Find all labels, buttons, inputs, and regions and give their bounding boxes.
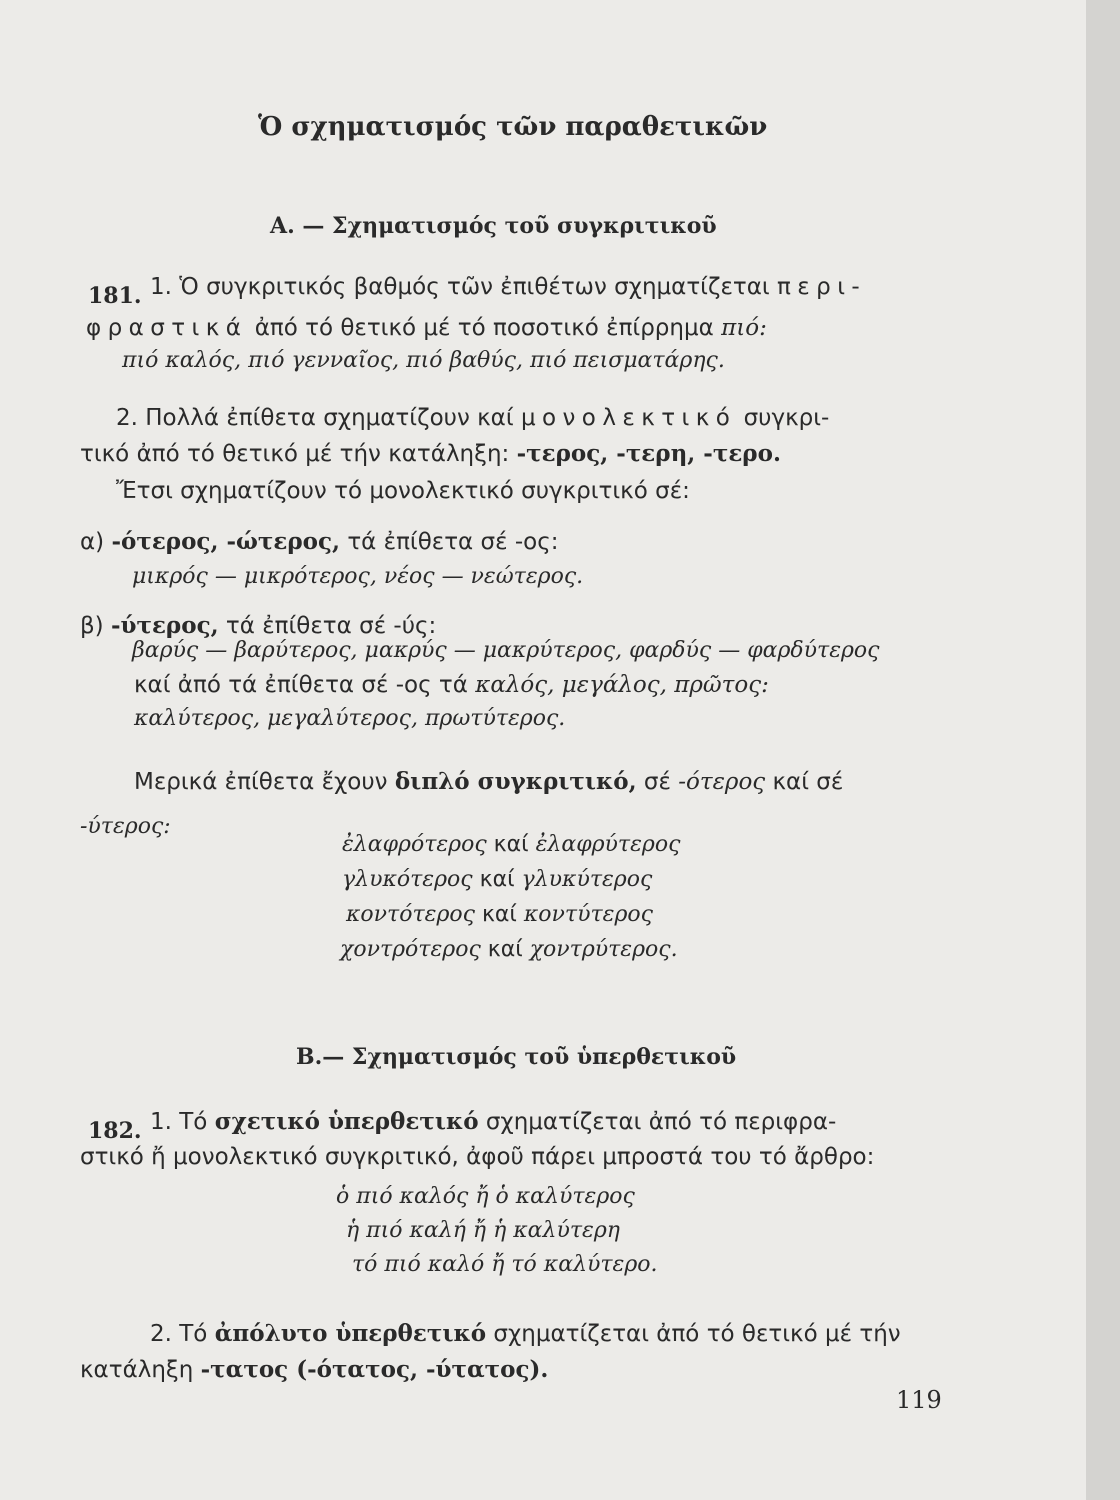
p182-2-line2-text: κατάληξη [80,1357,194,1383]
double-pair [342,832,680,857]
p182-2-rest: σχηματίζεται ἀπό τό θετικό μέ τήν [493,1321,901,1347]
p182-2-ending: -τατος (-ότατος, -ύτατος). [200,1356,549,1383]
beta-line [80,612,436,639]
double-pair-a: χοντρότερος [340,937,481,962]
double-pair-kai: καί [493,832,529,857]
double-pair [340,937,678,962]
p181-line2-text: ἀπό τό θετικό μέ τό ποσοτικό ἐπίρρημα [254,315,714,341]
alpha-examples: μικρός — μικρότερος, νέος — νεώτερος. [132,564,584,589]
p182-line1 [150,1108,836,1135]
p181-2-line1-end: συγκρι- [743,405,830,431]
double-pair-b: κοντύτερος [523,902,653,927]
p182-2-bold: ἀπόλυτο ὑπερθετικό [214,1320,487,1347]
beta-ending: -ύτερος, [110,612,219,639]
p182-example: ἡ πιό καλή ἤ ἡ καλύτερη [346,1218,620,1243]
double-pair [342,867,652,892]
p182-2-lead: 2. Τό [150,1321,208,1347]
beta-examples: βαρύς — βαρύτερος, μακρύς — μακρύτερος, φαρδύς — φαρδύτερος [132,638,880,663]
beta-line2-words: καλός, μεγάλος, πρῶτος: [475,672,769,698]
p182-example: τό πιό καλό ἤ τό καλύτερο. [352,1252,658,1277]
double-bold: διπλό συγκριτικό, [394,768,637,795]
paragraph-number-181: 181. [88,283,142,309]
alpha-ending: -ότερος, -ώτερος, [111,528,341,555]
double-pair-kai: καί [479,867,515,892]
p182-line2: στικό ἤ μονολεκτικό συγκριτικό, ἀφοῦ πάρει μπροστά του τό ἄρθρο: [80,1144,875,1170]
p181-2-line1 [116,405,829,431]
p181-line2-spaced: φραστικά [86,315,248,341]
p182-example: ὁ πιό καλός ἤ ὁ καλύτερος [336,1184,635,1209]
alpha-marker: α) [80,529,105,555]
p181-line1-spaced: περι- [777,274,867,300]
alpha-line [80,528,558,555]
double-pair [346,902,653,927]
p182-lead: 1. Τό [150,1109,208,1135]
p181-line1 [150,274,866,300]
p182-2-line2 [80,1356,548,1383]
p181-2-line2 [80,440,781,467]
beta-line2-text: καί ἀπό τά ἐπίθετα σέ -ος τά [134,672,468,698]
double-pair-b: χοντρύτερος. [529,937,678,962]
p182-rest: σχηματίζεται ἀπό τό περιφρα- [485,1109,837,1135]
p182-bold: σχετικό ὑπερθετικό [214,1108,479,1135]
double-ital2: -ύτερος: [80,814,171,839]
p181-pio: πιό: [721,315,767,341]
double-ital1: -ότερος [678,769,766,795]
p181-2-line3: Ἔτσι σχηματίζουν τό μονολεκτικό συγκριτικό σέ: [116,478,690,504]
alpha-text: τά ἐπίθετα σέ -ος: [347,529,559,555]
double-lead: Μερικά ἐπίθετα ἔχουν [134,769,388,795]
p181-2-line1-text: 2. Πολλά ἐπίθετα σχηματίζουν καί [116,405,514,431]
double-pair-a: ἐλαφρότερος [342,832,487,857]
beta-line2 [134,672,769,698]
p181-examples: πιό καλός, πιό γενναῖος, πιό βαθύς, πιό πεισματάρης. [122,348,725,373]
beta-line3: καλύτερος, μεγαλύτερος, πρωτύτερος. [134,706,566,731]
double-pair-b: γλυκύτερος [521,867,653,892]
double-pair-b: ἐλαφρύτερος [535,832,681,857]
page-title: Ὁ σχηματισμός τῶν παραθετικῶν [258,112,768,142]
p181-2-spaced: μονολεκτικό [520,405,737,431]
beta-marker: β) [80,613,104,639]
beta-text: τά ἐπίθετα σέ -ύς: [225,613,437,639]
page-edge [1086,0,1120,1500]
paragraph-number-182: 182. [88,1118,142,1144]
double-pair-a: γλυκότερος [342,867,473,892]
p182-2-line1 [150,1320,901,1347]
double-mid: σέ [643,769,671,795]
double-kai: καί σέ [772,769,844,795]
page-number: 119 [896,1386,942,1414]
p181-2-ending: -τερος, -τερη, -τερο. [516,440,781,467]
p181-line1-text: 1. Ὁ συγκριτικός βαθμός τῶν ἐπιθέτων σχηματίζεται [150,274,770,300]
p181-2-line2-text: τικό ἀπό τό θετικό μέ τήν κατάληξη: [80,441,510,467]
double-pair-kai: καί [487,937,523,962]
double-pair-kai: καί [481,902,517,927]
double-pair-a: κοντότερος [346,902,475,927]
p181-line2 [86,315,767,341]
section-b-heading: Β.— Σχηματισμός τοῦ ὑπερθετικοῦ [296,1044,737,1070]
section-a-heading: Α. — Σχηματισμός τοῦ συγκριτικοῦ [270,213,717,239]
double-line1 [134,768,843,795]
